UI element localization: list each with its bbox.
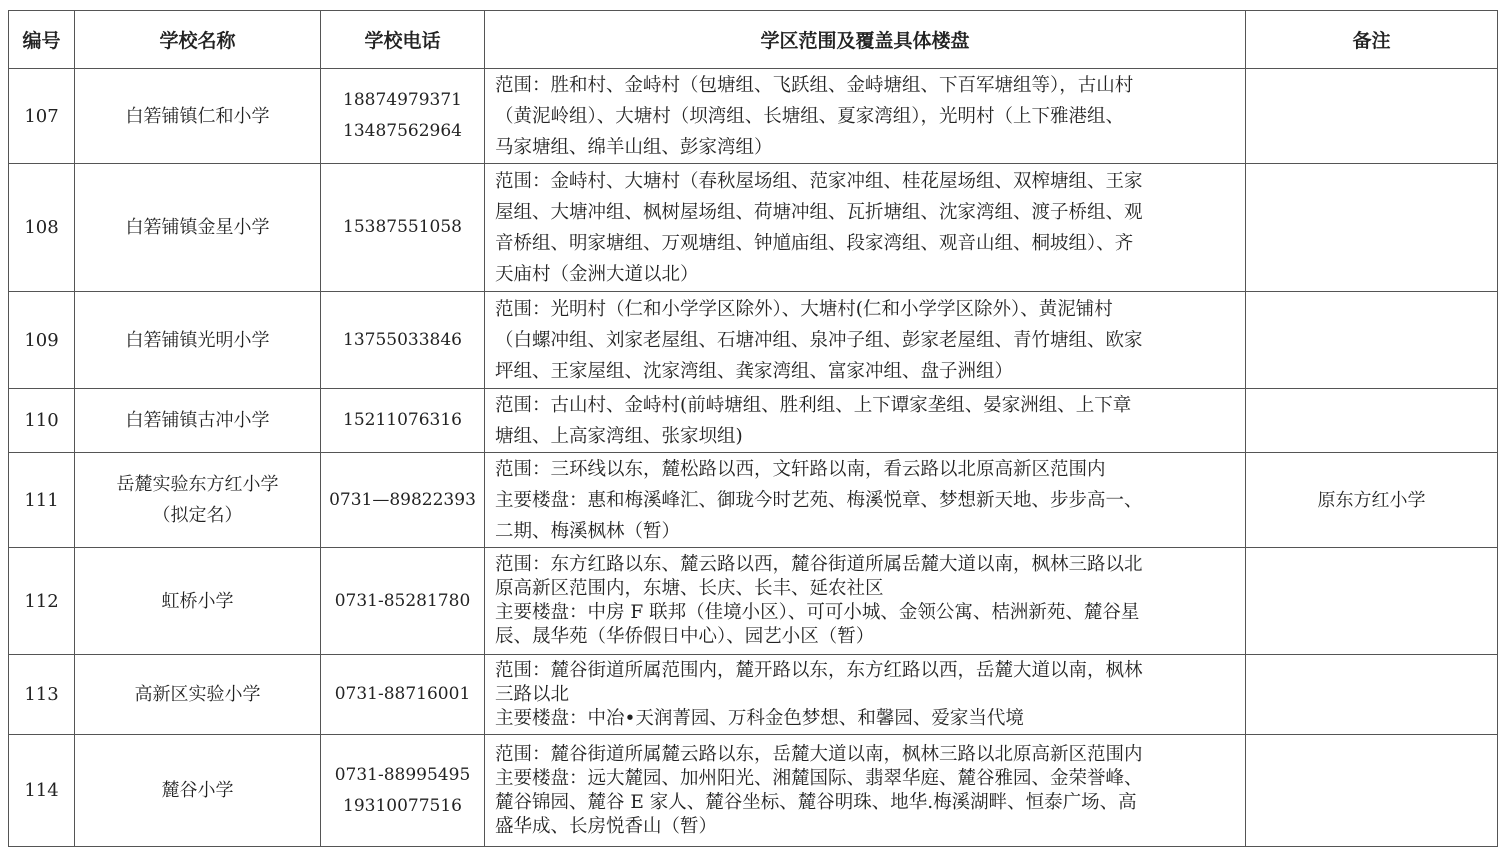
phone-number: 18874979371 — [343, 90, 462, 110]
district-scope — [485, 548, 1246, 655]
row-id: 110 — [9, 389, 75, 453]
phone-number: 0731—89822393 — [329, 489, 476, 510]
phone-number: 13755033846 — [343, 329, 462, 350]
note-cell: 原东方红小学 — [1246, 453, 1498, 548]
scope-line: 马家塘组、绵羊山组、彭家湾组） — [495, 136, 773, 158]
district-scope — [485, 292, 1246, 389]
row-id: 107 — [9, 69, 75, 164]
school-name-line: 虹桥小学 — [161, 590, 234, 612]
school-name — [75, 292, 321, 389]
header-district-scope: 学区范围及覆盖具体楼盘 — [485, 11, 1246, 69]
phone-number: 15387551058 — [343, 217, 462, 237]
note-cell — [1246, 164, 1498, 292]
scope-line: 范围：光明村（仁和小学学区除外）、大塘村(仁和小学学区除外）、黄泥铺村 — [495, 298, 1113, 320]
header-school-phone: 学校电话 — [321, 11, 485, 69]
note-cell — [1246, 389, 1498, 453]
school-district-document — [8, 10, 1497, 847]
row-id: 114 — [9, 735, 75, 847]
row-id: 109 — [9, 292, 75, 389]
scope-line: 原高新区范围内，东塘、长庆、长丰、延农社区 — [495, 578, 884, 599]
table-row — [9, 655, 1498, 735]
scope-line: 屋组、大塘冲组、枫树屋场组、荷塘冲组、瓦折塘组、沈家湾组、渡子桥组、观 — [495, 201, 1143, 223]
scope-line: 音桥组、明家塘组、万观塘组、钟馗庙组、段家湾组、观音山组、桐坡组）、齐 — [495, 232, 1134, 254]
note-cell — [1246, 69, 1498, 164]
scope-line: （黄泥岭组）、大塘村（坝湾组、长塘组、夏家湾组），光明村（上下雅港组、 — [495, 105, 1125, 127]
district-scope — [485, 453, 1246, 548]
scope-line: 范围：古山村、金峙村(前峙塘组、胜利组、上下谭家垄组、晏家洲组、上下章 — [495, 394, 1132, 416]
school-name — [75, 655, 321, 735]
school-name-line: 高新区实验小学 — [134, 684, 261, 705]
header-note: 备注 — [1246, 11, 1498, 69]
scope-line: 范围：东方红路以东、麓云路以西，麓谷街道所属岳麓大道以南，枫林三路以北 — [495, 554, 1143, 575]
school-phone — [321, 453, 485, 548]
school-phone — [321, 389, 485, 453]
school-name — [75, 735, 321, 847]
district-scope — [485, 655, 1246, 735]
note-cell — [1246, 655, 1498, 735]
table-row — [9, 453, 1498, 548]
note-cell — [1246, 292, 1498, 389]
district-scope — [485, 389, 1246, 453]
scope-line: 主要楼盘：惠和梅溪峰汇、御珑今时艺苑、梅溪悦章、梦想新天地、步步高一、 — [495, 489, 1143, 511]
school-name — [75, 548, 321, 655]
district-scope — [485, 69, 1246, 164]
school-district-table — [8, 10, 1498, 847]
note-cell — [1246, 735, 1498, 847]
scope-line: （白螺冲组、刘家老屋组、石塘冲组、泉冲子组、彭家老屋组、青竹塘组、欧家 — [495, 329, 1143, 351]
school-phone — [321, 292, 485, 389]
phone-number: 13487562964 — [343, 121, 462, 141]
scope-line: 范围：三环线以东，麓松路以西，文轩路以南，看云路以北原高新区范围内 — [495, 458, 1106, 480]
note-cell — [1246, 548, 1498, 655]
table-row — [9, 69, 1498, 164]
phone-number: 0731-88995495 — [334, 764, 471, 785]
scope-line: 主要楼盘：中冶•天润菁园、万科金色梦想、和馨园、爱家当代境 — [495, 707, 1024, 729]
table-row — [9, 389, 1498, 453]
scope-line: 范围：麓谷街道所属麓云路以东，岳麓大道以南，枫林三路以北原高新区范围内 — [495, 743, 1143, 765]
scope-line: 主要楼盘：中房 F 联邦（佳境小区）、可可小城、金领公寓、桔洲新苑、麓谷星 — [495, 602, 1140, 623]
header-school-name: 学校名称 — [75, 11, 321, 69]
phone-number: 0731-88716001 — [334, 684, 471, 704]
scope-line: 范围：胜和村、金峙村（包塘组、飞跃组、金峙塘组、下百军塘组等），古山村 — [495, 74, 1134, 96]
district-scope — [485, 735, 1246, 847]
school-phone — [321, 655, 485, 735]
scope-line: 麓谷锦园、麓谷 E 家人、麓谷坐标、麓谷明珠、地华.梅溪湖畔、恒泰广场、高 — [495, 791, 1137, 813]
phone-number: 19310077516 — [343, 795, 462, 816]
school-name-line: 麓谷小学 — [161, 780, 234, 801]
scope-line: 盛华成、长房悦香山（暂） — [495, 815, 718, 837]
table-row — [9, 548, 1498, 655]
school-name — [75, 69, 321, 164]
table-row — [9, 292, 1498, 389]
phone-number: 0731-85281780 — [334, 590, 471, 611]
table-row — [9, 735, 1498, 847]
school-name — [75, 164, 321, 292]
row-id: 113 — [9, 655, 75, 735]
school-phone — [321, 69, 485, 164]
school-phone — [321, 735, 485, 847]
school-name-line: 白箬铺镇金星小学 — [125, 217, 270, 238]
scope-line: 三路以北 — [495, 683, 570, 705]
school-phone — [321, 164, 485, 292]
school-name-line: （拟定名） — [152, 505, 243, 526]
row-id: 111 — [9, 453, 75, 548]
phone-number: 15211076316 — [343, 410, 462, 430]
row-id: 108 — [9, 164, 75, 292]
school-name — [75, 389, 321, 453]
scope-line: 范围：金峙村、大塘村（春秋屋场组、范家冲组、桂花屋场组、双榨塘组、王家 — [495, 170, 1143, 192]
scope-line: 辰、晟华苑（华侨假日中心）、园艺小区（暂） — [495, 626, 875, 647]
district-scope — [485, 164, 1246, 292]
scope-line: 天庙村（金洲大道以北） — [495, 263, 699, 285]
school-name-line: 白箬铺镇仁和小学 — [125, 105, 270, 127]
scope-line: 坪组、王家屋组、沈家湾组、龚家湾组、富家冲组、盘子洲组） — [495, 360, 1014, 382]
scope-line: 塘组、上高家湾组、张家坝组) — [495, 425, 743, 447]
school-name — [75, 453, 321, 548]
row-id: 112 — [9, 548, 75, 655]
scope-line: 二期、梅溪枫林（暂） — [495, 520, 681, 542]
table-row — [9, 164, 1498, 292]
header-id: 编号 — [9, 11, 75, 69]
school-name-line: 白箬铺镇光明小学 — [125, 329, 270, 351]
school-name-line: 岳麓实验东方红小学 — [116, 474, 279, 495]
scope-line: 范围：麓谷街道所属范围内，麓开路以东，东方红路以西，岳麓大道以南，枫林 — [495, 659, 1143, 681]
table-header-row — [9, 11, 1498, 69]
school-phone — [321, 548, 485, 655]
school-name-line: 白箬铺镇古冲小学 — [125, 410, 270, 431]
scope-line: 主要楼盘：远大麓园、加州阳光、湘麓国际、翡翠华庭、麓谷雅园、金荣誉峰、 — [495, 767, 1143, 789]
